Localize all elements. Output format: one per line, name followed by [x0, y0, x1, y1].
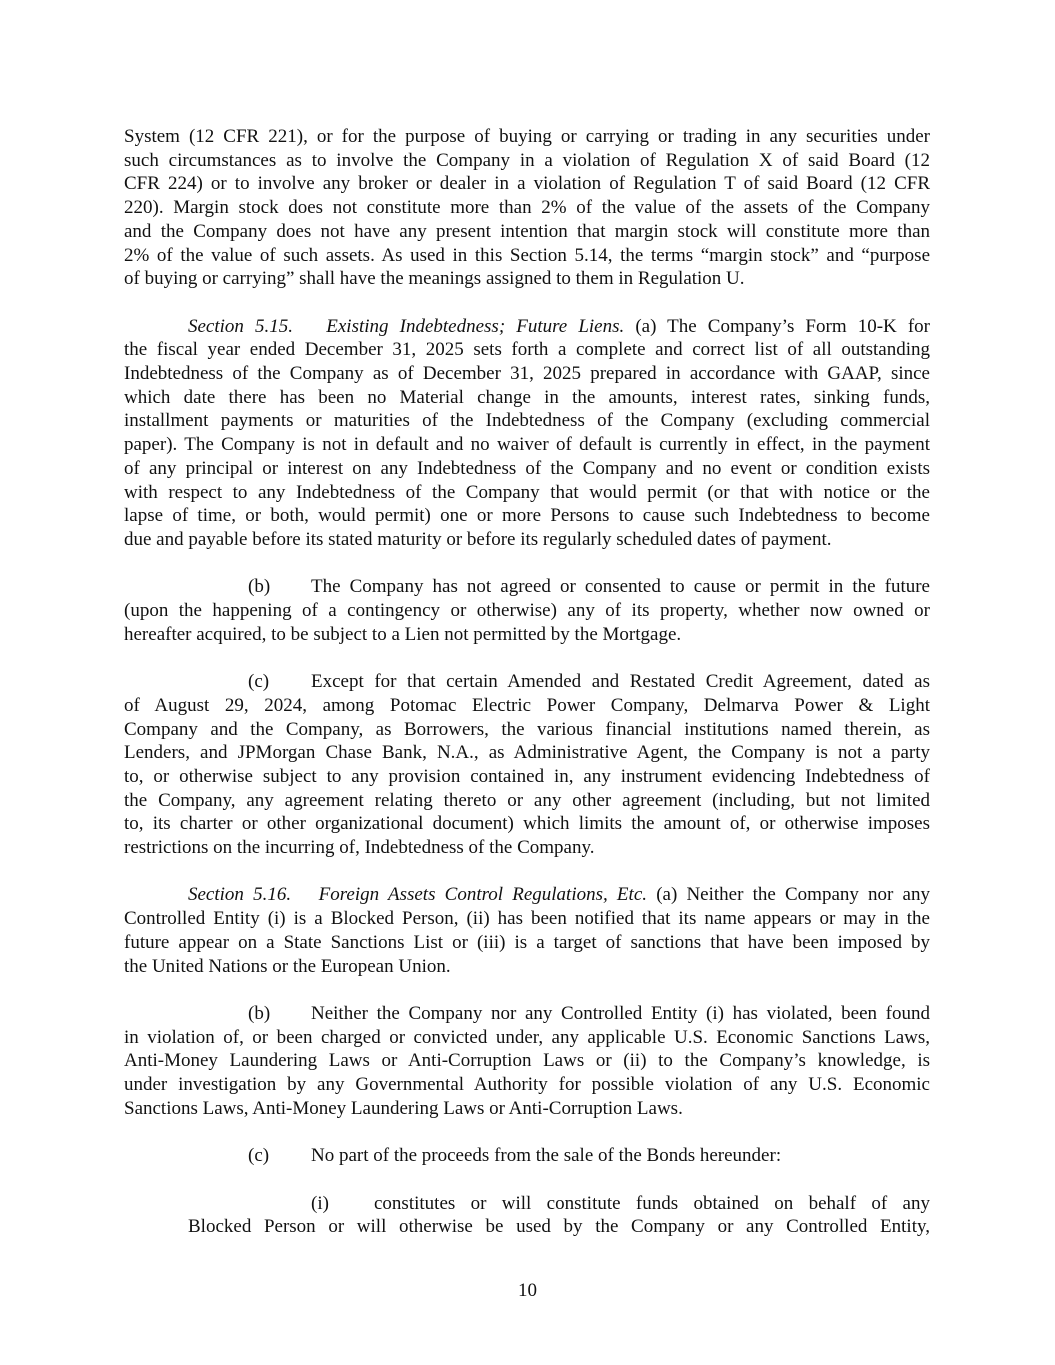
line-text: System (12 CFR 221), or for the purpose of buying or carrying or trading in any securities under [124, 126, 930, 147]
line-text: (upon the happening of a contingency or otherwise) any of its property, whether now owned or [124, 600, 930, 622]
paragraph-section-5-15-b [124, 575, 930, 646]
text-line [124, 386, 930, 410]
text-line [124, 149, 930, 173]
text-line [124, 1144, 930, 1168]
line-text: of buying or carrying” shall have the meanings assigned to them in Regulation U. [124, 268, 745, 290]
text-line [124, 765, 930, 789]
line-text: with respect to any Indebtedness of the Company that would permit (or that with notice or the [124, 481, 930, 503]
line-text: the United Nations or the European Union. [124, 955, 451, 977]
line-text: due and payable before its stated maturity or before its regularly scheduled dates of payment. [124, 528, 832, 550]
text-line [124, 362, 930, 386]
clause-label: (c) [248, 671, 270, 693]
text-line [124, 741, 930, 765]
line-text: Anti-Money Laundering Laws or Anti-Corruption Laws or (ii) to the Company’s knowledge, is [124, 1050, 930, 1072]
line-text: Except for that certain Amended and Restated Credit Agreement, dated as [311, 671, 930, 693]
section-heading: Section 5.15. Existing Indebtedness; Future Liens. [188, 315, 625, 337]
clause-label: (b) [248, 576, 271, 598]
text-line [124, 457, 930, 481]
text-line [124, 1049, 930, 1073]
line-text: which date there has been no Material change in the amounts, interest rates, sinking funds, [124, 386, 930, 408]
line-text: Sanctions Laws, Anti-Money Laundering Laws or Anti-Corruption Laws. [124, 1097, 683, 1119]
line-text: Blocked Person or will otherwise be used by the Company or any Controlled Entity, [188, 1216, 930, 1238]
line-text: constitutes or will constitute funds obtained on behalf of any [374, 1192, 930, 1214]
text-line [124, 315, 930, 339]
text-line [124, 267, 930, 291]
text-line [124, 528, 930, 552]
paragraph-section-5-16-c-i [124, 1192, 930, 1239]
line-text: Lenders, and JPMorgan Chase Bank, N.A., as Administrative Agent, the Company is not a party [124, 742, 930, 764]
text-line [124, 599, 930, 623]
text-line [124, 1002, 930, 1026]
text-line [124, 907, 930, 931]
line-text: CFR 224) or to involve any broker or dealer in a violation of Regulation T of said Board (12 CFR [124, 173, 930, 195]
line-text: Indebtedness of the Company as of December 31, 2025 prepared in accordance with GAAP, since [124, 363, 930, 385]
line-text: (a) The Company’s Form 10-K for [624, 315, 930, 337]
section-heading: Section 5.16. Foreign Assets Control Regulations, Etc. [188, 884, 648, 906]
line-text: hereafter acquired, to be subject to a Lien not permitted by the Mortgage. [124, 623, 682, 645]
line-text: to, its charter or other organizational document) which limits the amount of, or otherwise imposes [124, 813, 930, 835]
text-line [124, 718, 930, 742]
text-line [124, 931, 930, 955]
text-line [124, 433, 930, 457]
text-line [124, 883, 930, 907]
text-line [124, 196, 930, 220]
page-number: 10 [518, 1280, 537, 1301]
text-line [124, 1026, 930, 1050]
line-text: such circumstances as to involve the Company in a violation of Regulation X of said Board (12 [124, 149, 930, 171]
paragraph-section-5-15-a [124, 315, 930, 552]
paragraph-section-5-16-c [124, 1144, 930, 1168]
line-text: of August 29, 2024, among Potomac Electric Power Company, Delmarva Power & Light [124, 694, 930, 716]
line-text: installment payments or maturities of the Indebtedness of the Company (excluding commercial [124, 410, 930, 432]
line-text: Controlled Entity (i) is a Blocked Person, (ii) has been notified that its name appears or may in the [124, 908, 930, 930]
text-line [124, 172, 930, 196]
line-text: under investigation by any Governmental Authority for possible violation of any U.S. Economic [124, 1074, 930, 1096]
text-line [124, 220, 930, 244]
line-text: Company and the Company, as Borrowers, the various financial institutions named therein, as [124, 718, 930, 740]
text-line [124, 955, 930, 979]
paragraph-section-5-16-b [124, 1002, 930, 1121]
text-line [124, 244, 930, 268]
text-line [124, 409, 930, 433]
paragraph-section-5-16-a [124, 883, 930, 978]
text-line [124, 1073, 930, 1097]
paragraph-section-5-15-c [124, 670, 930, 860]
text-line [124, 812, 930, 836]
document-body [124, 125, 930, 1263]
text-line [124, 338, 930, 362]
line-text: The Company has not agreed or consented to cause or permit in the future [311, 576, 930, 598]
text-line [124, 670, 930, 694]
text-line [124, 504, 930, 528]
line-text: to, or otherwise subject to any provision contained in, any instrument evidencing Indebtedness of [124, 765, 930, 787]
line-text: the fiscal year ended December 31, 2025 sets forth a complete and correct list of all outstanding [124, 339, 930, 361]
text-line [124, 836, 930, 860]
text-line [124, 1097, 930, 1121]
line-text: (a) Neither the Company nor any [647, 884, 930, 906]
clause-label: (c) [248, 1145, 270, 1167]
text-line [124, 623, 930, 647]
line-text: 2% of the value of such assets. As used in this Section 5.14, the terms “margin stock” and “purpose [124, 244, 930, 266]
line-text: lapse of time, or both, would permit) one or more Persons to cause such Indebtedness to become [124, 505, 930, 527]
text-line [124, 789, 930, 813]
line-text: in violation of, or been charged or convicted under, any applicable U.S. Economic Sanctions Laws, [124, 1026, 930, 1048]
text-line [124, 481, 930, 505]
clause-label: (b) [248, 1002, 271, 1024]
clause-label: (i) [311, 1192, 329, 1214]
line-text: paper). The Company is not in default and no waiver of default is currently in effect, in the payment [124, 434, 930, 456]
text-line [124, 694, 930, 718]
paragraph-section-5-14-cont [124, 125, 930, 291]
line-text: No part of the proceeds from the sale of the Bonds hereunder: [311, 1145, 782, 1167]
line-text: of any principal or interest on any Indebtedness of the Company and no event or condition exists [124, 457, 930, 479]
line-text: future appear on a State Sanctions List or (iii) is a target of sanctions that have been imposed by [124, 931, 930, 953]
line-text: Neither the Company nor any Controlled Entity (i) has violated, been found [311, 1002, 930, 1024]
line-text: restrictions on the incurring of, Indebtedness of the Company. [124, 837, 595, 859]
text-line [188, 1192, 930, 1216]
text-line [124, 125, 930, 149]
line-text: and the Company does not have any present intention that margin stock will constitute more than [124, 220, 930, 242]
text-line [124, 575, 930, 599]
text-line [188, 1215, 930, 1239]
line-text: 220). Margin stock does not constitute more than 2% of the value of the assets of the Company [124, 197, 930, 219]
line-text: the Company, any agreement relating thereto or any other agreement (including, but not limited [124, 789, 930, 811]
